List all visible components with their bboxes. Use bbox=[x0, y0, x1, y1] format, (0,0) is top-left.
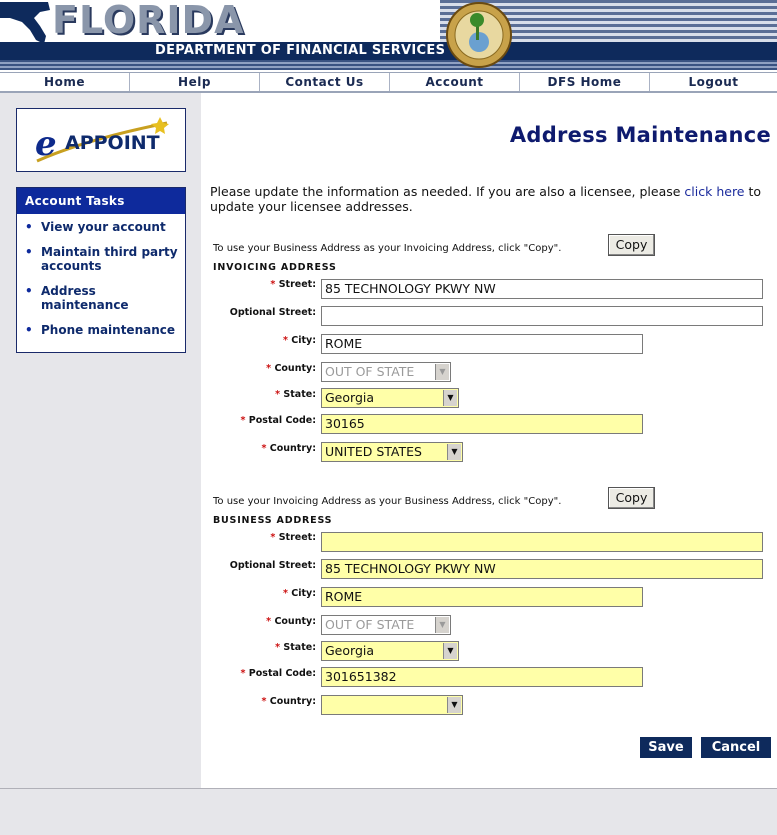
business-city-input[interactable]: ROME bbox=[321, 587, 643, 607]
chevron-down-icon[interactable]: ▼ bbox=[447, 697, 461, 713]
business-city-label: * City: bbox=[282, 588, 316, 599]
business-country-select[interactable] bbox=[321, 695, 463, 715]
business-heading: BUSINESS ADDRESS bbox=[213, 515, 333, 526]
logo-text: APPOINT bbox=[65, 132, 160, 154]
banner-underline bbox=[0, 60, 777, 70]
account-tasks-panel bbox=[16, 187, 186, 353]
task-address-maintenance[interactable]: • Address maintenance bbox=[25, 284, 185, 312]
invoicing-country-label: * Country: bbox=[261, 443, 316, 454]
business-copy-note: To use your Invoicing Address as your Business Address, click "Copy". bbox=[213, 496, 562, 507]
footer bbox=[0, 788, 777, 835]
state-seal-icon bbox=[446, 2, 512, 68]
eappoint-logo bbox=[16, 108, 186, 172]
business-county-value: OUT OF STATE bbox=[325, 617, 415, 632]
page-title: Address Maintenance bbox=[509, 123, 771, 147]
logo-e: e bbox=[35, 124, 57, 164]
business-optional-street-input[interactable]: 85 TECHNOLOGY PKWY NW bbox=[321, 559, 763, 579]
florida-wordmark: FLORIDA bbox=[52, 0, 245, 42]
invoicing-optional-street-label: Optional Street: bbox=[229, 307, 316, 318]
nav-logout[interactable]: Logout bbox=[688, 75, 739, 89]
business-street-input[interactable] bbox=[321, 532, 763, 552]
chevron-down-icon: ▼ bbox=[435, 617, 449, 633]
business-postal-label: * Postal Code: bbox=[240, 668, 316, 679]
invoicing-county-select bbox=[321, 362, 451, 382]
invoicing-county-label: * County: bbox=[266, 363, 316, 374]
task-view-account[interactable]: • View your account bbox=[25, 220, 185, 234]
business-state-label: * State: bbox=[275, 642, 316, 653]
task-maintain-third-party[interactable]: • Maintain third party accounts bbox=[25, 245, 185, 273]
nav-dfs-home[interactable]: DFS Home bbox=[520, 73, 650, 91]
florida-map-icon bbox=[0, 0, 60, 44]
nav-account[interactable]: Account bbox=[390, 73, 520, 91]
business-county-label: * County: bbox=[266, 616, 316, 627]
task-phone-maintenance[interactable]: • Phone maintenance bbox=[25, 323, 185, 337]
cancel-button[interactable]: Cancel bbox=[701, 737, 771, 758]
click-here-link[interactable]: click here bbox=[684, 184, 745, 199]
top-navigation bbox=[0, 72, 777, 93]
intro-before: Please update the information as needed. If you are also a licensee, please bbox=[210, 184, 685, 199]
business-copy-button[interactable]: Copy bbox=[608, 487, 655, 509]
invoicing-state-value: Georgia bbox=[325, 390, 375, 405]
header-banner bbox=[0, 0, 777, 72]
invoicing-postal-label: * Postal Code: bbox=[240, 415, 316, 426]
business-state-select[interactable] bbox=[321, 641, 459, 661]
nav-help[interactable]: Help bbox=[130, 73, 260, 91]
invoicing-street-input[interactable]: 85 TECHNOLOGY PKWY NW bbox=[321, 279, 763, 299]
intro-after: to update your licensee addresses. bbox=[210, 184, 762, 214]
main-content bbox=[201, 93, 777, 788]
invoicing-copy-button[interactable]: Copy bbox=[608, 234, 655, 256]
chevron-down-icon: ▼ bbox=[435, 364, 449, 380]
invoicing-state-select[interactable] bbox=[321, 388, 459, 408]
sidebar bbox=[0, 93, 201, 788]
save-button[interactable]: Save bbox=[640, 737, 692, 758]
account-tasks-title: Account Tasks bbox=[17, 188, 185, 214]
business-postal-input[interactable]: 301651382 bbox=[321, 667, 643, 687]
intro-text bbox=[210, 184, 775, 214]
invoicing-country-value: UNITED STATES bbox=[325, 444, 422, 459]
department-bar bbox=[0, 42, 777, 60]
invoicing-postal-input[interactable]: 30165 bbox=[321, 414, 643, 434]
nav-contact-us[interactable]: Contact Us bbox=[260, 73, 390, 91]
invoicing-county-value: OUT OF STATE bbox=[325, 364, 415, 379]
business-country-label: * Country: bbox=[261, 696, 316, 707]
business-street-label: * Street: bbox=[270, 532, 316, 543]
invoicing-country-select[interactable] bbox=[321, 442, 463, 462]
chevron-down-icon[interactable]: ▼ bbox=[443, 643, 457, 659]
chevron-down-icon[interactable]: ▼ bbox=[447, 444, 461, 460]
invoicing-city-input[interactable]: ROME bbox=[321, 334, 643, 354]
invoicing-copy-note: To use your Business Address as your Invoicing Address, click "Copy". bbox=[213, 243, 562, 254]
chevron-down-icon[interactable]: ▼ bbox=[443, 390, 457, 406]
business-state-value: Georgia bbox=[325, 643, 375, 658]
business-optional-street-label: Optional Street: bbox=[229, 560, 316, 571]
nav-home[interactable]: Home bbox=[0, 73, 130, 91]
business-county-select bbox=[321, 615, 451, 635]
invoicing-heading: INVOICING ADDRESS bbox=[213, 262, 337, 273]
invoicing-street-label: * Street: bbox=[270, 279, 316, 290]
invoicing-state-label: * State: bbox=[275, 389, 316, 400]
invoicing-city-label: * City: bbox=[282, 335, 316, 346]
department-name: DEPARTMENT OF FINANCIAL SERVICES bbox=[155, 43, 446, 58]
eappoint-logo-icon bbox=[17, 109, 185, 171]
invoicing-optional-street-input[interactable] bbox=[321, 306, 763, 326]
